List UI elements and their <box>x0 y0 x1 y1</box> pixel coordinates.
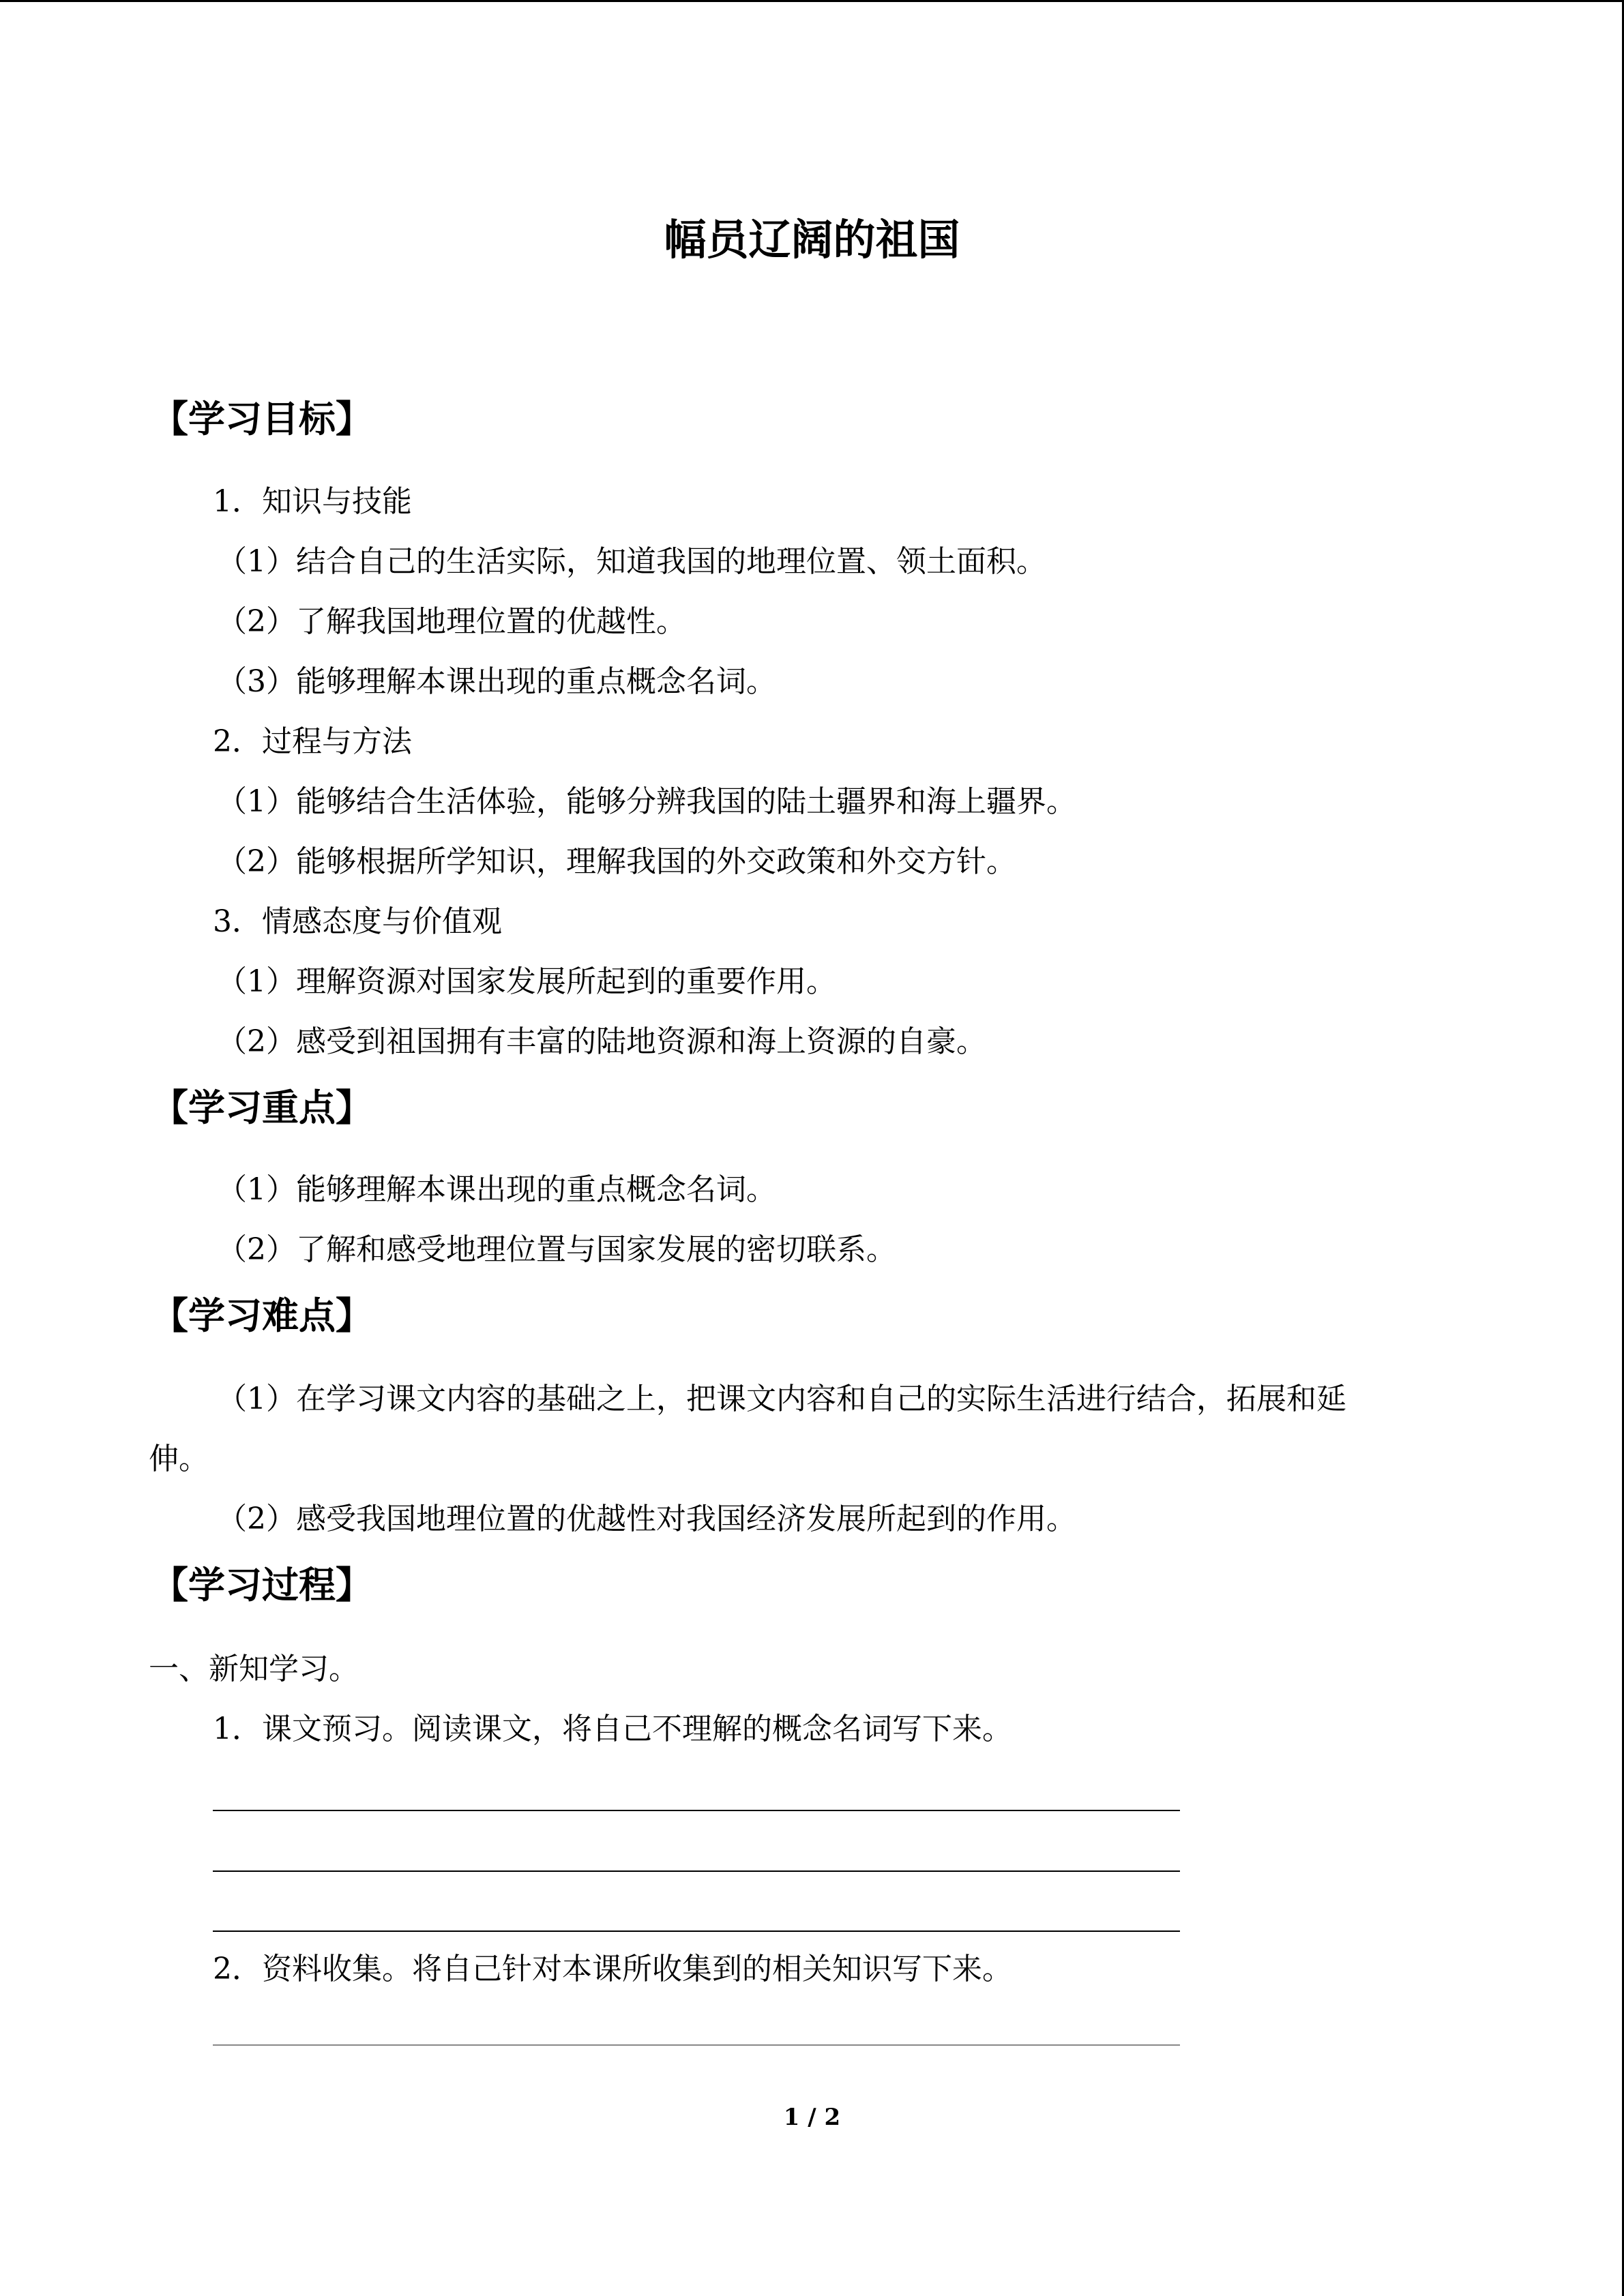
page-border-top <box>0 0 1624 2</box>
answer-line-4[interactable] <box>213 2044 1180 2046</box>
difficulties-heading: 【学习难点】 <box>151 1294 372 1337</box>
difficulty-sub-1-line-1: （1）在学习课文内容的基础之上，把课文内容和自己的实际生活进行结合，拓展和延 <box>217 1382 1346 1416</box>
objective-item-3-sub-2: （2）感受到祖国拥有丰富的陆地资源和海上资源的自豪。 <box>217 1024 986 1059</box>
objective-item-3-sub-1: （1）理解资源对国家发展所起到的重要作用。 <box>217 964 836 999</box>
page-number: 1 / 2 <box>783 2104 841 2131</box>
process-part-1-title: 一、新知学习。 <box>149 1652 359 1686</box>
difficulty-sub-2: （2）感受我国地理位置的优越性对我国经济发展所起到的作用。 <box>217 1502 1076 1536</box>
objectives-heading: 【学习目标】 <box>151 398 372 441</box>
objective-item-1-sub-1: （1）结合自己的生活实际，知道我国的地理位置、领土面积。 <box>217 544 1046 579</box>
key-point-sub-1: （1）能够理解本课出现的重点概念名词。 <box>217 1172 776 1207</box>
objective-item-3-title: 3．情感态度与价值观 <box>213 904 502 939</box>
answer-line-2[interactable] <box>213 1870 1180 1872</box>
process-heading: 【学习过程】 <box>151 1564 372 1607</box>
difficulty-sub-1-line-2: 伸。 <box>149 1442 209 1476</box>
objective-item-2-sub-2: （2）能够根据所学知识，理解我国的外交政策和外交方针。 <box>217 844 1016 879</box>
process-step-1: 1．课文预习。阅读课文，将自己不理解的概念名词写下来。 <box>213 1712 1012 1746</box>
process-step-2: 2．资料收集。将自己针对本课所收集到的相关知识写下来。 <box>213 1952 1012 1986</box>
objective-item-2-sub-1: （1）能够结合生活体验，能够分辨我国的陆土疆界和海上疆界。 <box>217 784 1076 819</box>
answer-line-1[interactable] <box>213 1810 1180 1811</box>
objective-item-1-sub-3: （3）能够理解本课出现的重点概念名词。 <box>217 664 776 699</box>
key-point-sub-2: （2）了解和感受地理位置与国家发展的密切联系。 <box>217 1232 896 1267</box>
objective-item-1-title: 1．知识与技能 <box>213 484 412 519</box>
document-title: 幅员辽阔的祖国 <box>664 215 960 265</box>
key-points-heading: 【学习重点】 <box>151 1086 372 1129</box>
objective-item-2-title: 2．过程与方法 <box>213 724 412 759</box>
answer-line-3[interactable] <box>213 1930 1180 1932</box>
objective-item-1-sub-2: （2）了解我国地理位置的优越性。 <box>217 604 686 639</box>
